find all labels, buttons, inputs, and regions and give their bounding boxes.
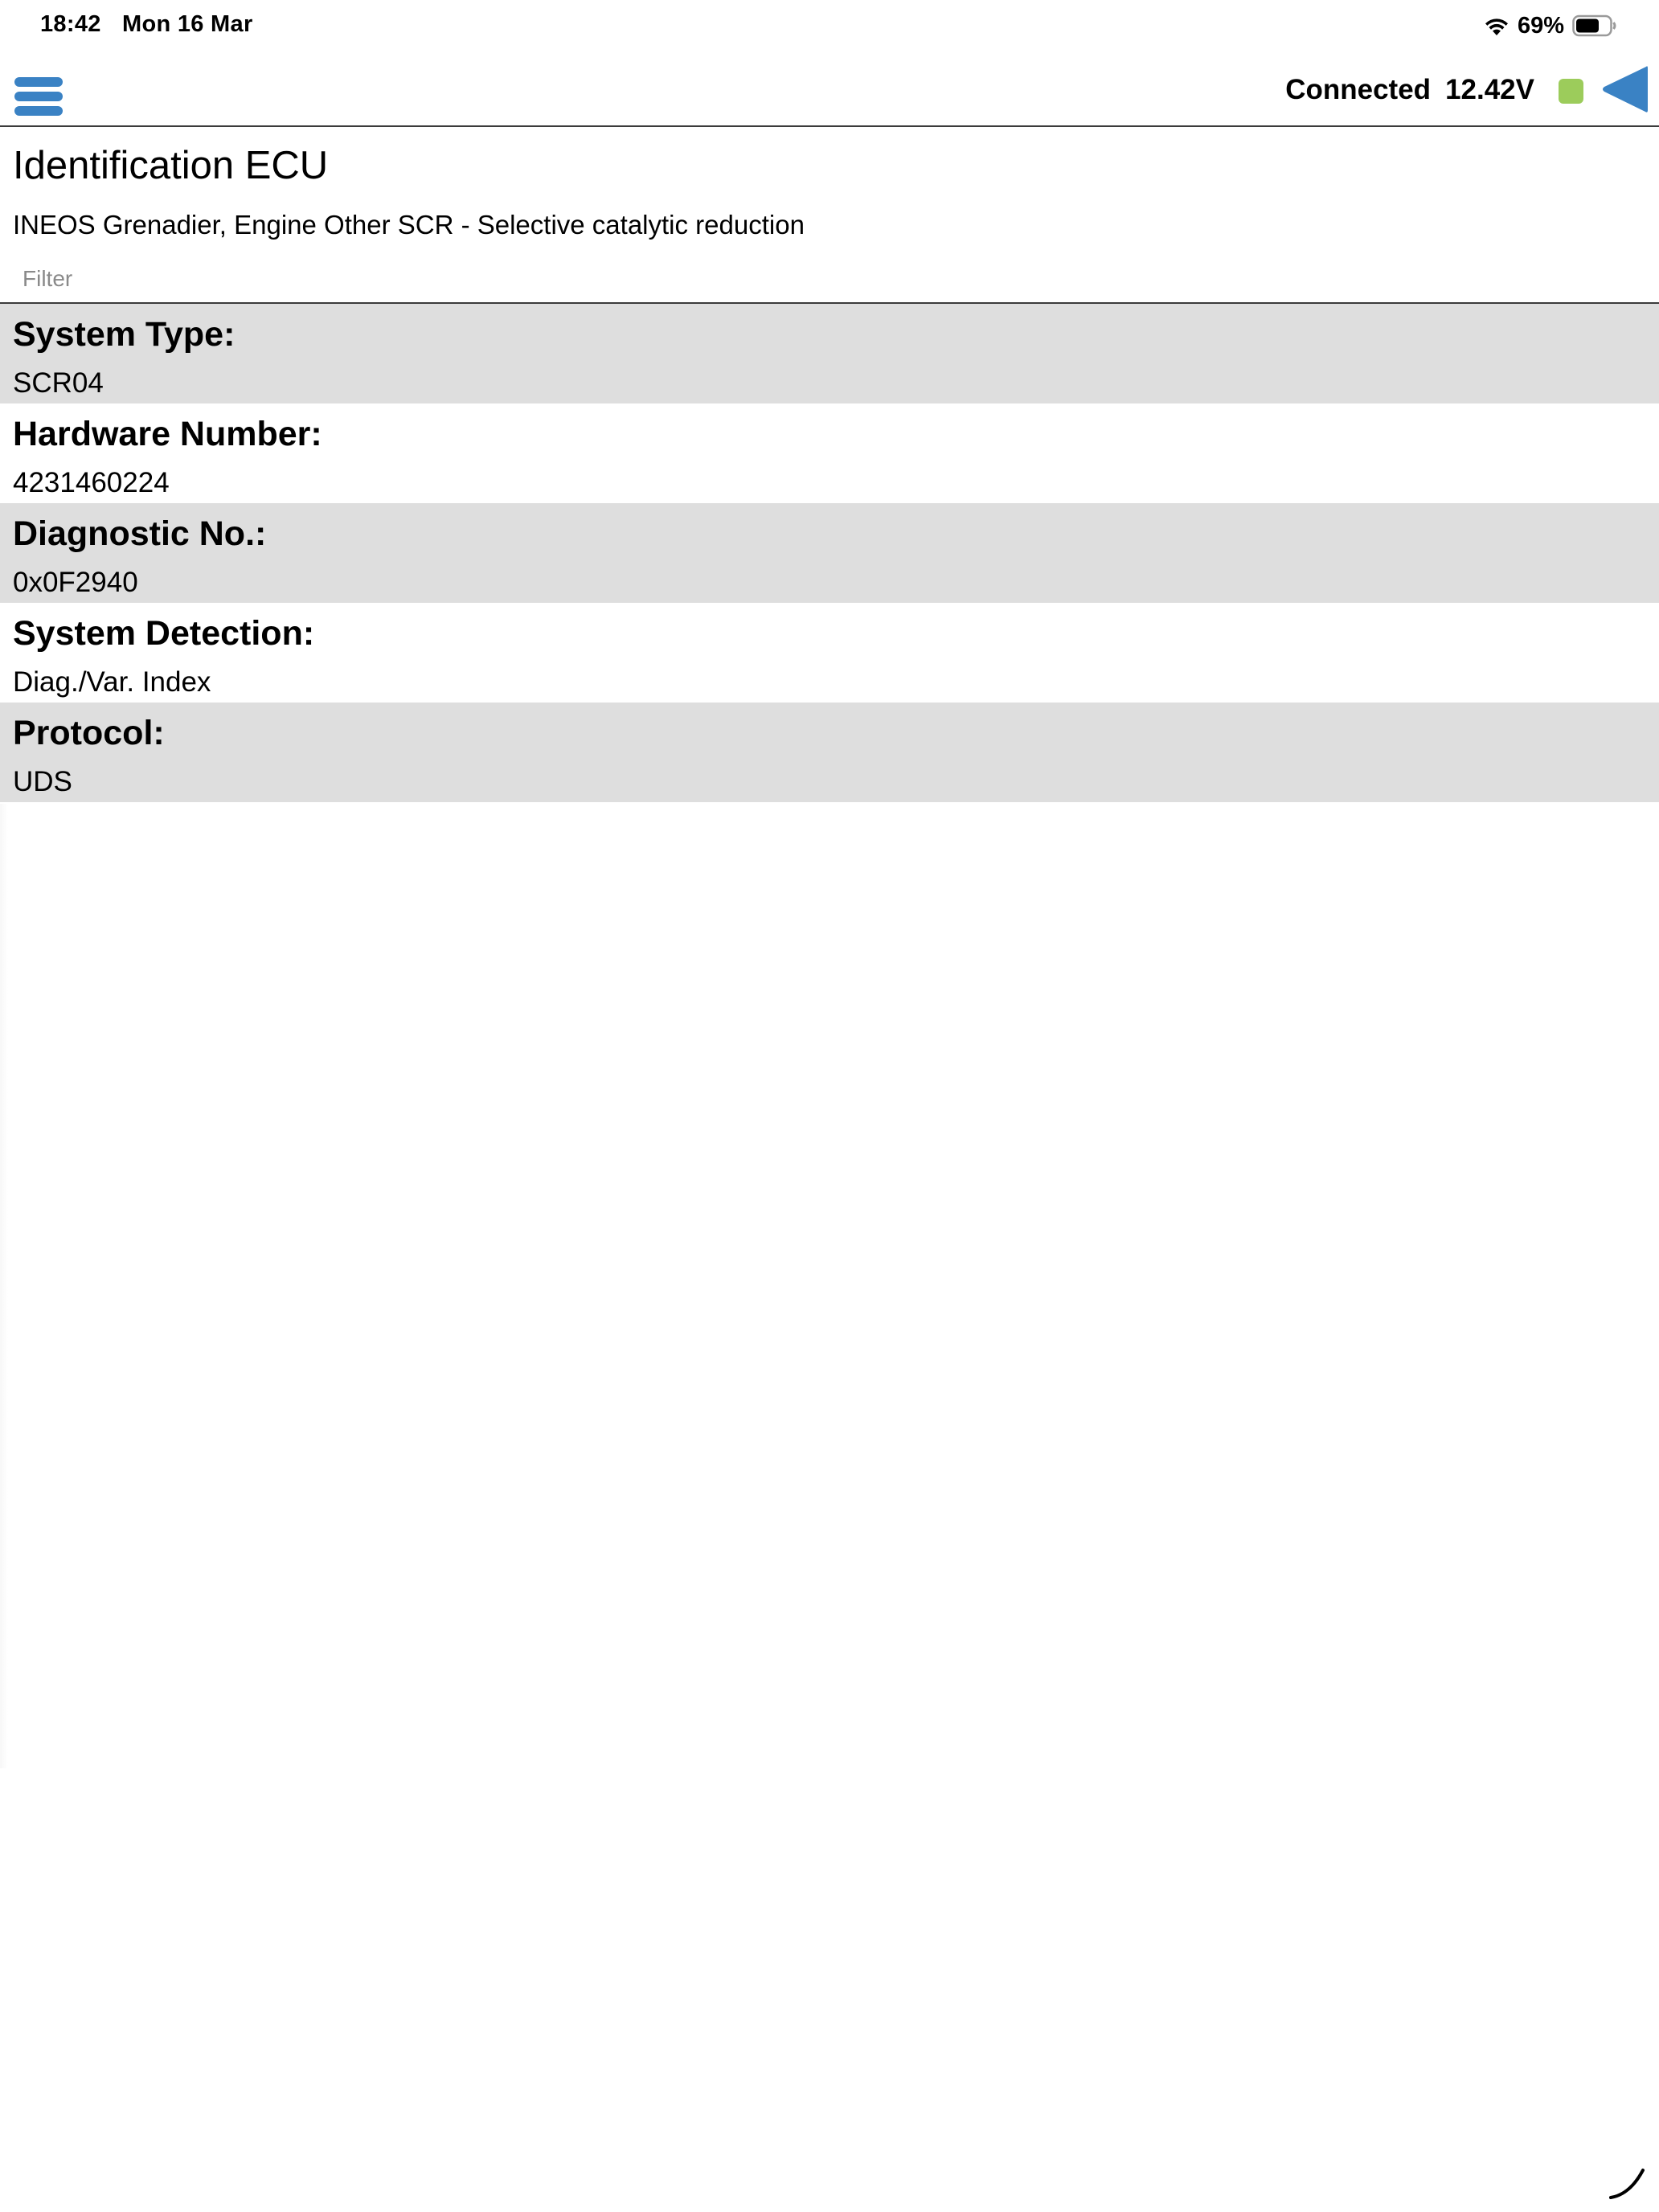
info-row-system-type [0,304,1659,403]
app-header [0,51,1659,127]
filter-input[interactable] [0,256,1659,304]
info-label: System Type: [13,315,236,354]
edge-shadow [0,804,8,1768]
info-value: 4231460224 [13,467,170,498]
info-value: SCR04 [13,367,104,399]
ecu-info-list [0,304,1659,802]
wifi-icon [1482,14,1511,37]
battery-icon [1572,14,1617,37]
info-value: Diag./Var. Index [13,666,211,698]
connection-status-led [1559,79,1583,104]
info-row-diagnostic-no [0,503,1659,603]
info-label: System Detection: [13,614,315,653]
status-bar [0,0,1659,51]
info-row-protocol [0,703,1659,802]
back-triangle-icon[interactable] [1600,63,1649,115]
status-date: Mon 16 Mar [122,11,253,37]
activity-indicator-icon [1606,2162,1648,2204]
page-subtitle: INEOS Grenadier, Engine Other SCR - Selective catalytic reduction [13,210,805,240]
battery-percentage: 69% [1517,12,1564,39]
connection-status [1285,74,1534,106]
info-row-hardware-number [0,403,1659,503]
status-indicators [1482,10,1617,42]
page-title: Identification ECU [13,144,329,187]
status-time: 18:42 [40,11,101,37]
battery-voltage: 12.42V [1445,74,1534,105]
info-row-system-detection [0,603,1659,703]
info-label: Diagnostic No.: [13,514,267,553]
info-label: Hardware Number: [13,415,322,453]
info-value: 0x0F2940 [13,567,138,598]
info-value: UDS [13,766,72,797]
info-label: Protocol: [13,714,165,752]
connection-label: Connected [1285,74,1432,105]
hamburger-menu-icon[interactable] [11,63,68,119]
